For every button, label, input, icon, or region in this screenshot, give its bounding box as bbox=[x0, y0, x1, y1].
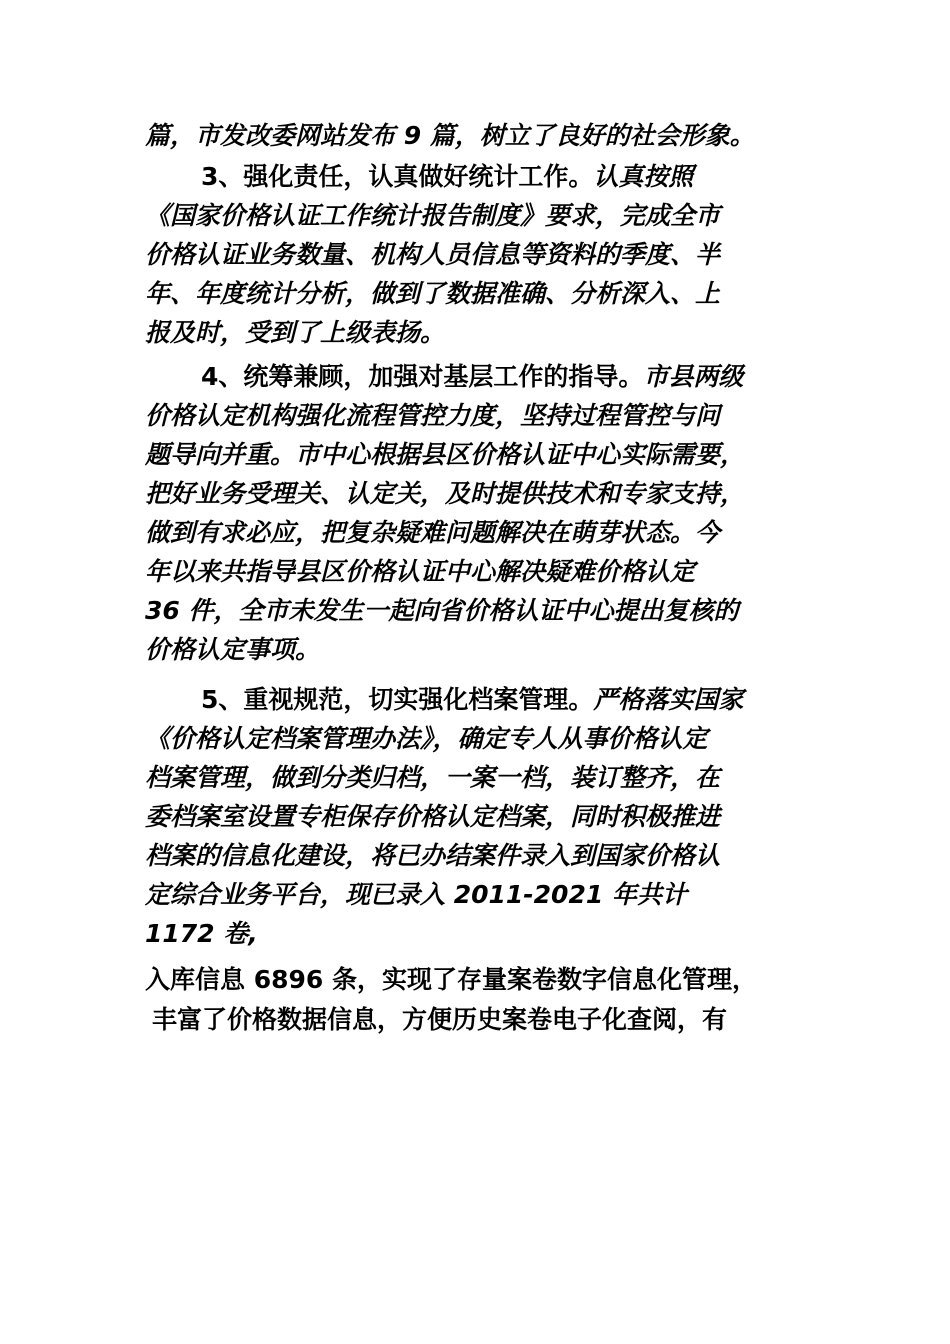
text-line: 《价格认定档案管理办法》，确定专人从事价格认定 bbox=[145, 724, 708, 753]
text-line: 价格认定事项。 bbox=[145, 635, 321, 664]
text-line: 定综合业务平台，现已录入 2011-2021 年共计 bbox=[145, 880, 687, 909]
text-line: 市县两级 bbox=[643, 362, 744, 391]
text-line: 报及时，受到了上级表扬。 bbox=[145, 318, 446, 347]
text-line: 年、年度统计分析，做到了数据准确、分析深入、上 bbox=[145, 279, 721, 308]
text-line: 档案的信息化建设，将已办结案件录入到国家价格认 bbox=[145, 841, 721, 870]
text-line: 价格认定机构强化流程管控力度，坚持过程管控与问 bbox=[145, 401, 721, 430]
text-line: 1172 卷, bbox=[145, 919, 258, 948]
text-line: 《国家价格认证工作统计报告制度》要求，完成全市 bbox=[145, 201, 721, 230]
text-line: 档案管理，做到分类归档，一案一档，装订整齐，在 bbox=[145, 763, 721, 792]
text-line: 把好业务受理关、认定关，及时提供技术和专家支持， bbox=[145, 479, 746, 508]
text-line: 篇，市发改委网站发布 9 篇，树立了良好的社会形象。 bbox=[145, 121, 755, 150]
paragraph-archives bbox=[145, 680, 835, 953]
text-line: 入库信息 6896 条，实现了存量案卷数字信息化管理， bbox=[145, 965, 757, 994]
section-heading: 3、强化责任，认真做好统计工作。 bbox=[201, 162, 594, 191]
text-line: 做到有求必应，把复杂疑难问题解决在萌芽状态。今 bbox=[145, 518, 721, 547]
paragraph-statistics bbox=[145, 157, 835, 352]
text-line: 题导向并重。市中心根据县区价格认证中心实际需要， bbox=[145, 440, 746, 469]
text-line: 价格认证业务数量、机构人员信息等资料的季度、半 bbox=[145, 240, 721, 269]
section-heading: 4、统筹兼顾，加强对基层工作的指导。 bbox=[201, 362, 644, 391]
text-line: 年以来共指导县区价格认证中心解决疑难价格认定 bbox=[145, 557, 696, 586]
text-line: 36 件，全市未发生一起向省价格认证中心提出复核的 bbox=[145, 596, 739, 625]
text-line: 丰富了价格数据信息，方便历史案卷电子化查阅，有 bbox=[152, 1005, 728, 1034]
text-line: 委档案室设置专柜保存价格认定档案，同时积极推进 bbox=[145, 802, 721, 831]
text-line: 严格落实国家 bbox=[593, 685, 744, 714]
paragraph-intro bbox=[145, 116, 835, 155]
text-line: 认真按照 bbox=[593, 162, 694, 191]
paragraph-guidance bbox=[145, 357, 835, 669]
section-heading: 5、重视规范，切实强化档案管理。 bbox=[201, 685, 594, 714]
